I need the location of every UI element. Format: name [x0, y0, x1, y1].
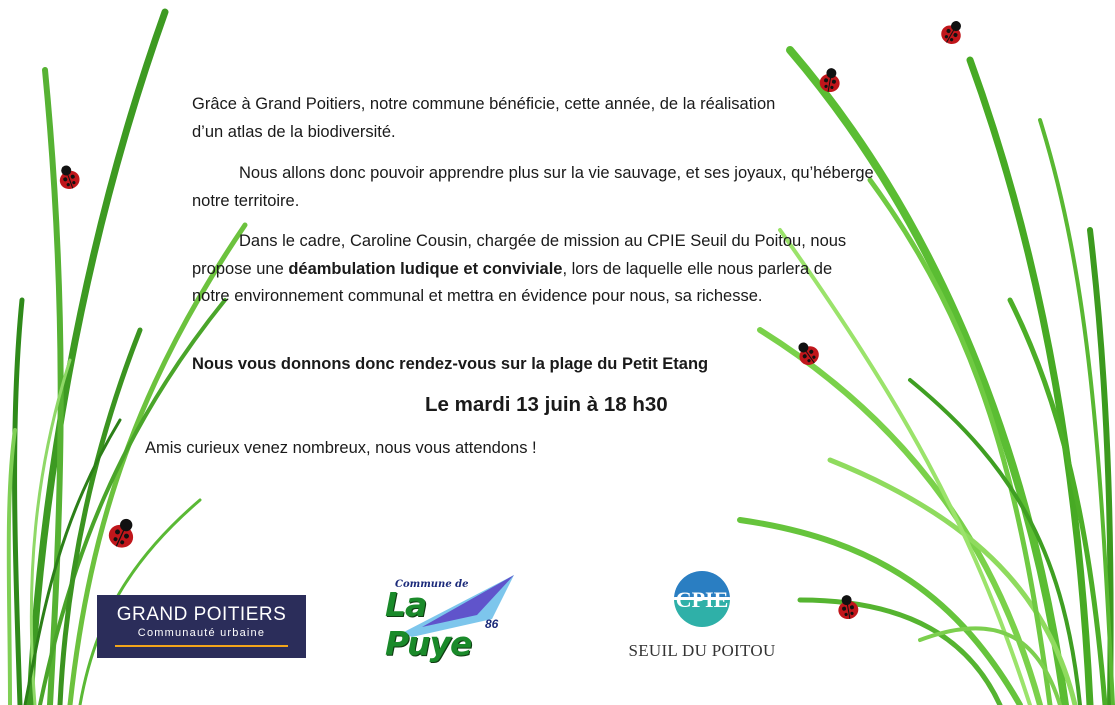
la-puye-logo-prefix: Commune de: [395, 579, 469, 590]
grand-poitiers-logo-name: GRAND POITIERS: [116, 604, 287, 625]
la-puye-logo: [382, 575, 522, 663]
cpie-globe-icon: [673, 570, 731, 630]
event-date: Le mardi 13 juin à 18 h30: [425, 393, 668, 416]
ladybug-icon: [935, 16, 969, 50]
ladybug-icon: [101, 513, 143, 555]
grand-poitiers-logo-underline: [115, 645, 288, 647]
ladybug-icon: [52, 161, 86, 195]
grand-poitiers-logo-subtitle: Communauté urbaine: [137, 627, 266, 639]
ladybug-icon: [831, 591, 865, 625]
paragraph-intro: Grâce à Grand Poitiers, notre commune bénéficie, cette année, de la réalisation d’un atlas de la biodiversité.: [192, 95, 776, 141]
paragraph-event: [192, 228, 872, 311]
closing-text: Amis curieux venez nombreux, nous vous attendons !: [145, 439, 537, 457]
la-puye-logo-number: 86: [485, 617, 499, 631]
cpie-logo: [612, 570, 792, 662]
paragraph-event-start: Dans le cadre, Caroline Cousin, chargée de mission au CPIE Seuil du Poitou, nous propose une: [192, 232, 847, 278]
rendezvous-text: Nous vous donnons donc rendez-vous sur la plage du Petit Etang: [192, 355, 709, 373]
paragraph-event-highlight: déambulation ludique et conviviale: [288, 259, 563, 278]
grand-poitiers-logo: [97, 595, 306, 658]
cpie-logo-caption: SEUIL DU POITOU: [628, 641, 776, 660]
ladybug-icon: [813, 64, 847, 98]
svg-text:CPIE: CPIE: [675, 587, 729, 612]
paragraph-event-end: , lors de laquelle elle nous parlera de notre environnement communal et mettra en évidence pour nous, sa richesse.: [192, 259, 833, 305]
la-puye-logo-name: La Puye: [385, 585, 472, 663]
paragraph-wildlife: Nous allons donc pouvoir apprendre plus sur la vie sauvage, et ses joyaux, qu’héberge notre territoire.: [192, 164, 874, 210]
